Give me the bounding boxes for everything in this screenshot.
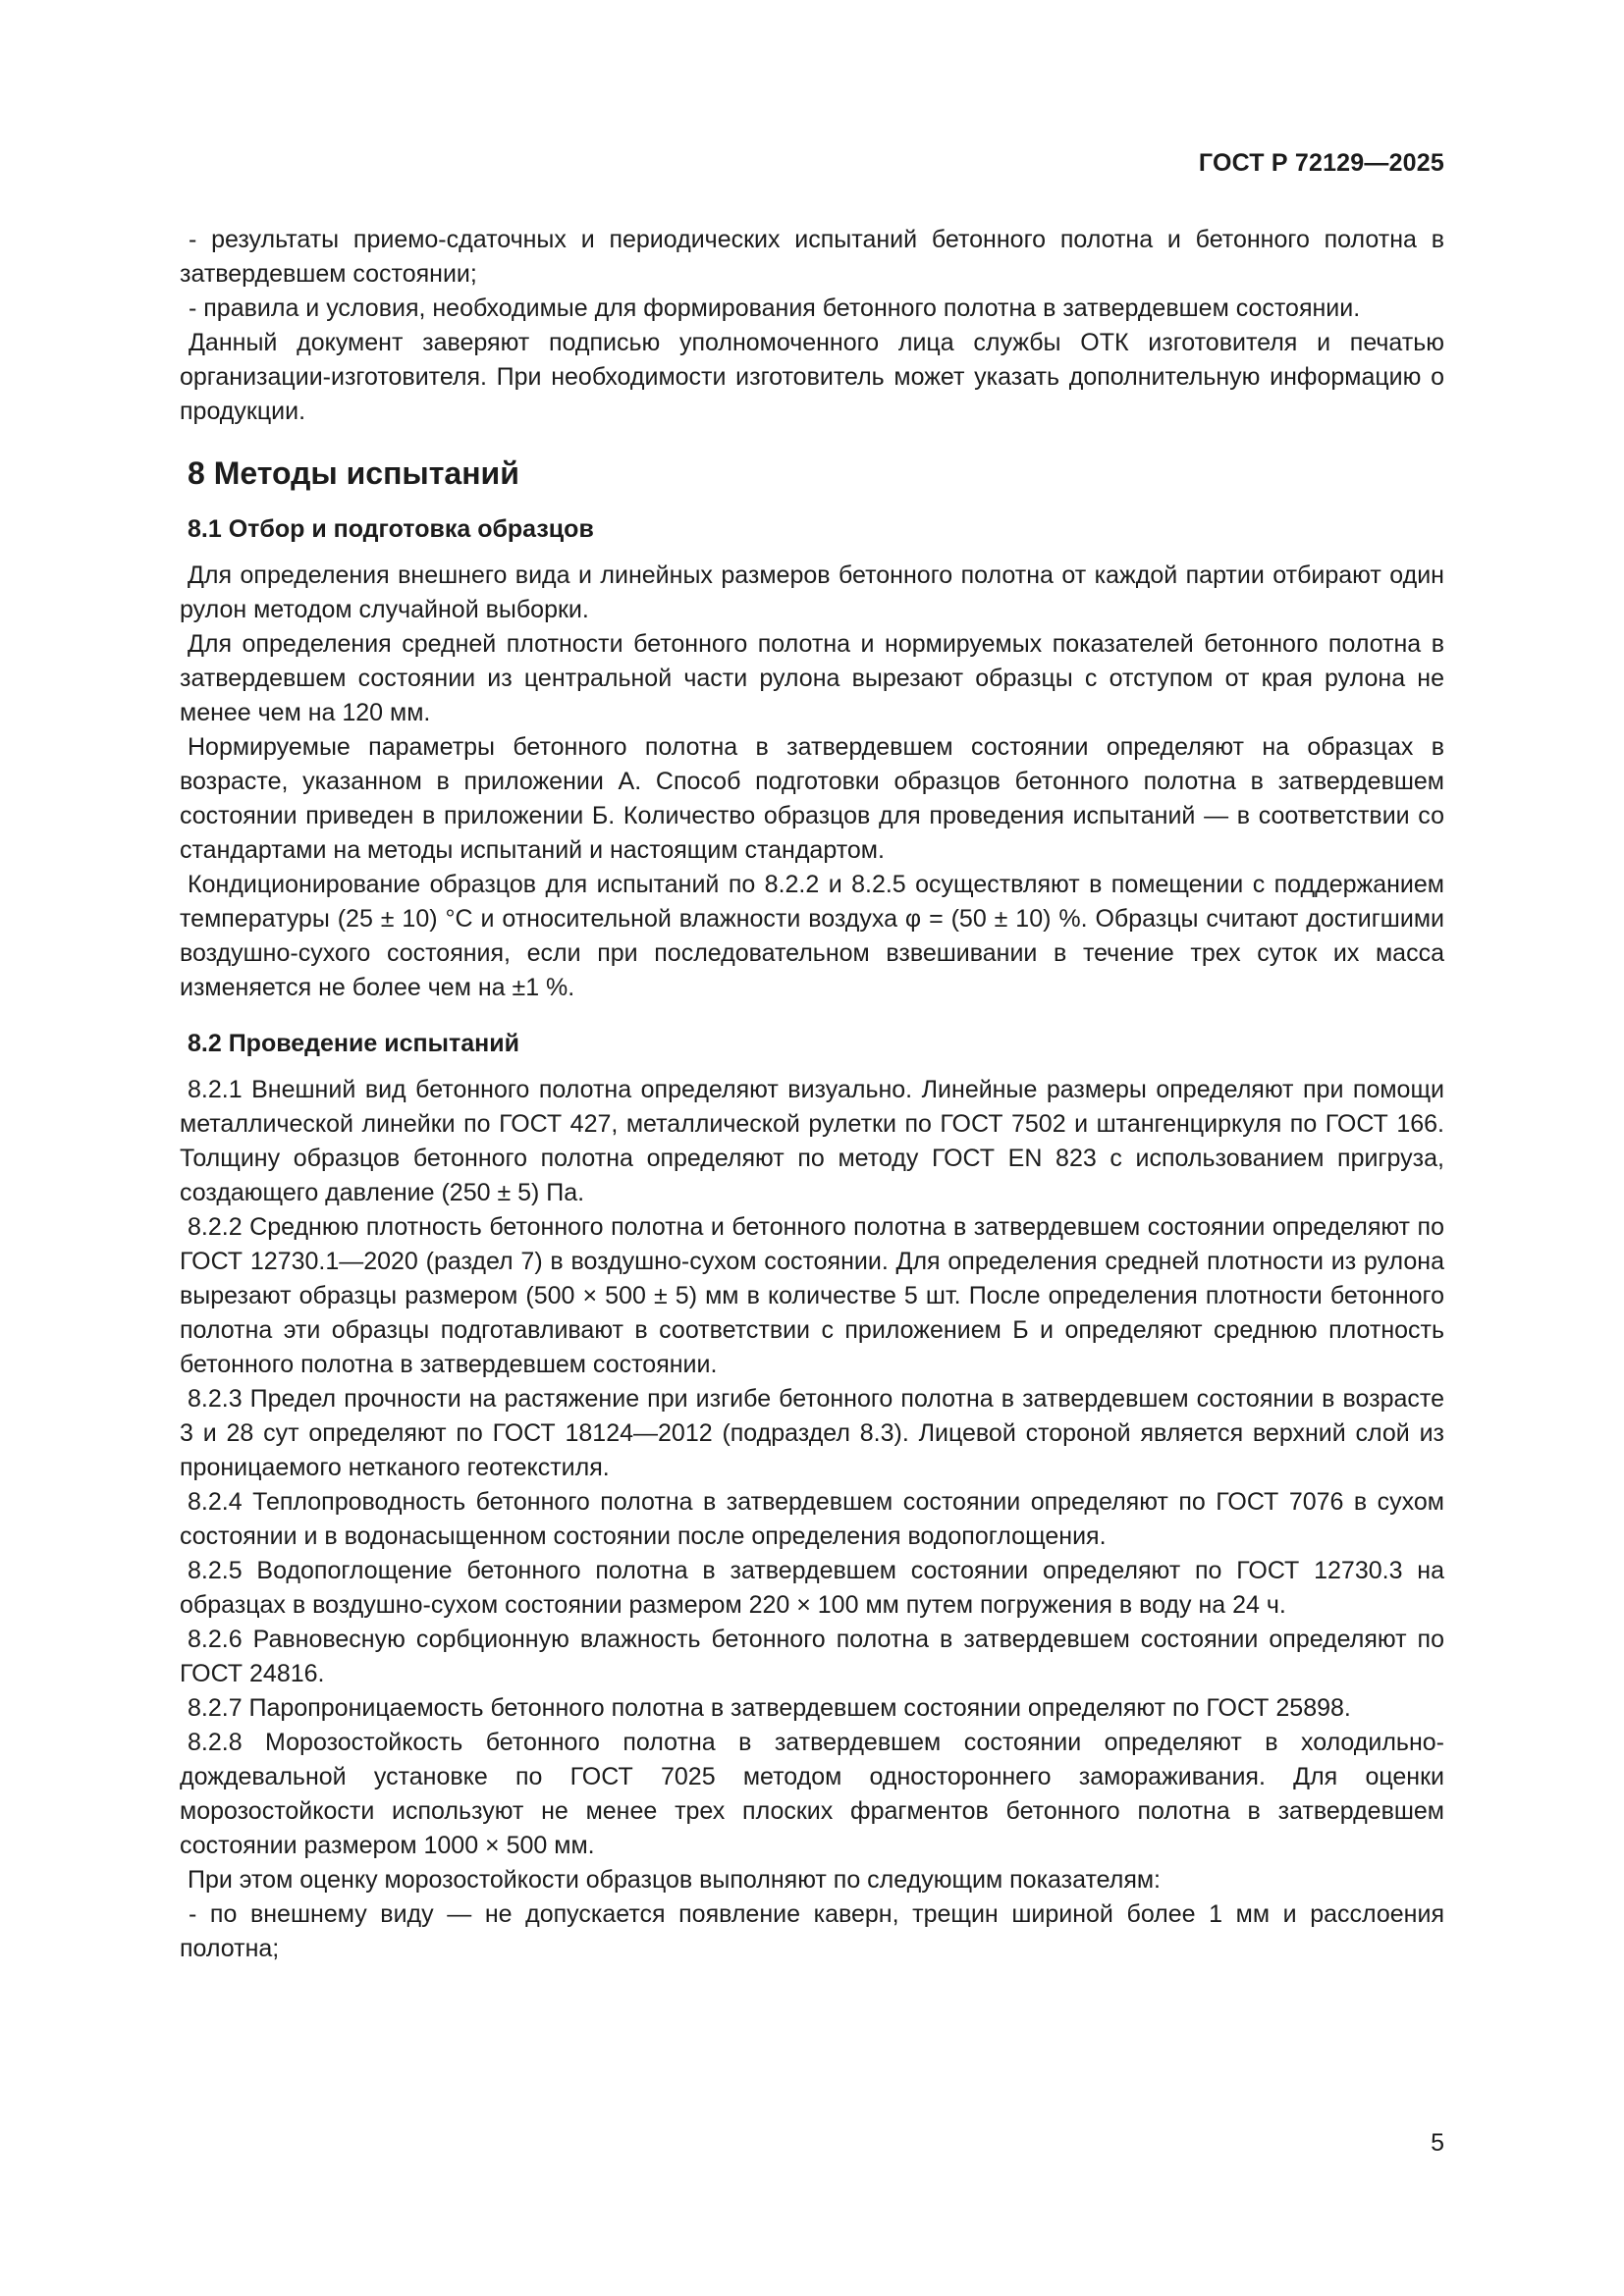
paragraph-8-2-2: 8.2.2 Среднюю плотность бетонного полотна и бетонного полотна в затвердевшем состоянии определяют по ГОСТ 12730.1—2020 (раздел 7) в воздушно-сухом состоянии. Для определения средней плотности из рулона вырезают образцы размером (500 × 500 ± 5) мм в количестве 5 шт. После определения плотности бетонного полотна эти образцы подготавливают в соответствии с приложением Б и определяют среднюю плотность бетонного полотна в затвердевшем состоянии.	[180, 1213, 1444, 1378]
paragraph: Для определения внешнего вида и линейных размеров бетонного полотна от каждой партии отбирают один рулон методом случайной выборки.	[180, 561, 1444, 623]
paragraph-8-2-4: 8.2.4 Теплопроводность бетонного полотна в затвердевшем состоянии определяют по ГОСТ 7076 в сухом состоянии и в водонасыщенном состоянии после определения водопоглощения.	[180, 1488, 1444, 1550]
intro-list-item: - результаты приемо-сдаточных и периодических испытаний бетонного полотна и бетонного полотна в затвердевшем состоянии;	[180, 226, 1444, 288]
section-title: 8 Методы испытаний	[188, 455, 519, 491]
paragraph-8-2-5: 8.2.5 Водопоглощение бетонного полотна в затвердевшем состоянии определяют по ГОСТ 12730.3 на образцах в воздушно-сухом состоянии размером 220 × 100 мм путем погружения в воду на 24 ч.	[180, 1557, 1444, 1619]
paragraph-8-2-1: 8.2.1 Внешний вид бетонного полотна определяют визуально. Линейные размеры определяют при помощи металлической линейки по ГОСТ 427, металлической рулетки по ГОСТ 7502 и штангенциркуля по ГОСТ 166. Толщину образцов бетонного полотна определяют по методу ГОСТ EN 823 с использованием пригруза, создающего давление (250 ± 5) Па.	[180, 1076, 1444, 1206]
paragraph-8-2-8: 8.2.8 Морозостойкость бетонного полотна в затвердевшем состоянии определяют в холодильно-дождевальной установке по ГОСТ 7025 методом одностороннего замораживания. Для оценки морозостойкости используют не менее трех плоских фрагментов бетонного полотна в затвердевшем состоянии размером 1000 × 500 мм.	[180, 1729, 1444, 1859]
intro-list-item: - правила и условия, необходимые для формирования бетонного полотна в затвердевшем состоянии.	[189, 294, 1361, 322]
subsection-8-1-body	[180, 559, 1444, 1005]
intro-block	[180, 223, 1444, 429]
list-item: - по внешнему виду — не допускается появление каверн, трещин шириной более 1 мм и расслоения полотна;	[180, 1900, 1444, 1962]
paragraph: Для определения средней плотности бетонного полотна и нормируемых показателей бетонного полотна в затвердевшем состоянии из центральной части рулона вырезают образцы с отступом от края рулона не менее чем на 120 мм.	[180, 630, 1444, 726]
page-number: 5	[1431, 2129, 1444, 2157]
paragraph: При этом оценку морозостойкости образцов выполняют по следующим показателям:	[188, 1866, 1161, 1894]
paragraph: Нормируемые параметры бетонного полотна в затвердевшем состоянии определяют на образцах в возрасте, указанном в приложении А. Способ подготовки образцов бетонного полотна в затвердевшем состоянии приведен в приложении Б. Количество образцов для проведения испытаний — в соответствии со стандартами на методы испытаний и настоящим стандартом.	[180, 733, 1444, 864]
paragraph-8-2-6: 8.2.6 Равновесную сорбционную влажность бетонного полотна в затвердевшем состоянии определяют по ГОСТ 24816.	[180, 1626, 1444, 1687]
paragraph-8-2-3: 8.2.3 Предел прочности на растяжение при изгибе бетонного полотна в затвердевшем состоянии в возрасте 3 и 28 сут определяют по ГОСТ 18124—2012 (подраздел 8.3). Лицевой стороной является верхний слой из проницаемого нетканого геотекстиля.	[180, 1385, 1444, 1481]
subsection-title-8-1: 8.1 Отбор и подготовка образцов	[188, 515, 594, 543]
subsection-8-2-body	[180, 1073, 1444, 1966]
subsection-title-8-2: 8.2 Проведение испытаний	[188, 1030, 519, 1057]
intro-paragraph: Данный документ заверяют подписью уполномоченного лица службы ОТК изготовителя и печатью организации-изготовителя. При необходимости изготовитель может указать дополнительную информацию о продукции.	[180, 329, 1444, 425]
paragraph-8-2-7: 8.2.7 Паропроницаемость бетонного полотна в затвердевшем состоянии определяют по ГОСТ 25898.	[188, 1694, 1351, 1722]
document-body	[180, 223, 1444, 1966]
document-code-header: ГОСТ Р 72129—2025	[1198, 149, 1444, 177]
paragraph: Кондиционирование образцов для испытаний по 8.2.2 и 8.2.5 осуществляют в помещении с поддержанием температуры (25 ± 10) °С и относительной влажности воздуха φ = (50 ± 10) %. Образцы считают достигшими воздушно-сухого состояния, если при последовательном взвешивании в течение трех суток их масса изменяется не более чем на ±1 %.	[180, 871, 1444, 1001]
